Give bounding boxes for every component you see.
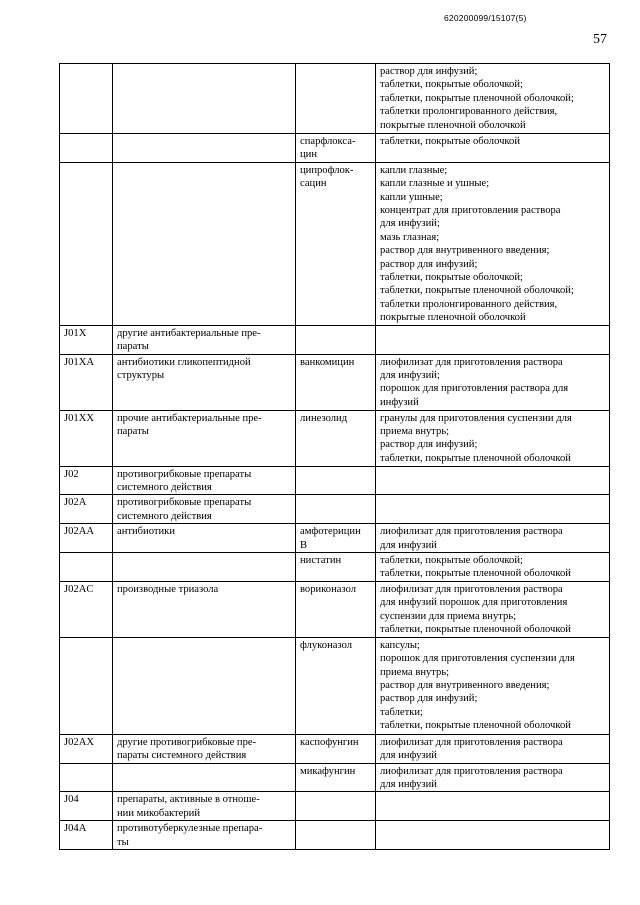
table-row bbox=[60, 64, 610, 134]
pharmacological-group-cell bbox=[113, 637, 296, 734]
atc-code-cell bbox=[60, 763, 113, 792]
cell-text-line: J02A bbox=[64, 497, 87, 509]
pharmacological-group-cell bbox=[113, 325, 296, 354]
cell-text-line: таблетки пролонгированного действия, bbox=[380, 106, 558, 118]
cell-text-line: таблетки, покрытые пленочной оболочкой; bbox=[380, 285, 574, 297]
drug-name-cell bbox=[296, 552, 376, 581]
cell-text-line: лиофилизат для приготовления раствора bbox=[380, 526, 563, 538]
cell-text-line: раствор для внутривенного введения; bbox=[380, 245, 550, 257]
cell-text-line: противогрибковые препараты bbox=[117, 468, 252, 480]
table-row bbox=[60, 637, 610, 734]
cell-text-line: производные триазола bbox=[117, 583, 219, 595]
cell-text-line: капсулы; bbox=[380, 639, 420, 651]
cell-text-line: приема внутрь; bbox=[380, 425, 450, 437]
atc-code-cell bbox=[60, 581, 113, 637]
cell-text-line: J01X bbox=[64, 327, 87, 339]
atc-code-cell bbox=[60, 162, 113, 325]
dosage-forms-cell bbox=[376, 792, 610, 821]
dosage-forms-cell bbox=[376, 524, 610, 553]
dosage-forms-cell bbox=[376, 821, 610, 850]
atc-code-cell bbox=[60, 325, 113, 354]
drug-classification-table bbox=[59, 63, 610, 850]
pharmacological-group-cell bbox=[113, 581, 296, 637]
drug-name-cell bbox=[296, 792, 376, 821]
cell-text-line: порошок для приготовления раствора для bbox=[380, 383, 569, 395]
cell-text-line: лиофилизат для приготовления раствора bbox=[380, 765, 563, 777]
drug-name-cell bbox=[296, 325, 376, 354]
table-row bbox=[60, 354, 610, 410]
cell-text-line: J02AA bbox=[64, 526, 95, 538]
table-body bbox=[60, 64, 610, 850]
cell-text-line: мазь глазная; bbox=[380, 231, 440, 243]
atc-code-cell bbox=[60, 792, 113, 821]
atc-code-cell bbox=[60, 734, 113, 763]
cell-text-line: раствор для инфузий; bbox=[380, 693, 478, 705]
table-row bbox=[60, 792, 610, 821]
dosage-forms-cell bbox=[376, 734, 610, 763]
cell-text-line: прочие антибактериальные пре- bbox=[117, 412, 262, 424]
table-row bbox=[60, 134, 610, 163]
cell-text-line: спарфлокса- bbox=[300, 136, 356, 147]
cell-text-line: ты bbox=[117, 836, 129, 848]
cell-text-line: амфотерицин bbox=[300, 526, 361, 538]
table-row bbox=[60, 581, 610, 637]
cell-text-line: J01XX bbox=[64, 412, 95, 424]
atc-code-cell bbox=[60, 410, 113, 466]
table-row bbox=[60, 763, 610, 792]
drug-name-cell bbox=[296, 581, 376, 637]
cell-text-line: структуры bbox=[117, 369, 165, 381]
cell-text-line: таблетки пролонгированного действия, bbox=[380, 298, 558, 310]
dosage-forms-cell bbox=[376, 64, 610, 134]
cell-text-line: порошок для приготовления суспензии для bbox=[380, 653, 575, 665]
drug-name-cell bbox=[296, 524, 376, 553]
cell-text-line: системного действия bbox=[117, 510, 212, 522]
cell-text-line: для инфузий; bbox=[380, 369, 440, 381]
cell-text-line: таблетки, покрытые пленочной оболочкой bbox=[380, 720, 571, 732]
cell-text-line: сацин bbox=[300, 178, 327, 190]
atc-code-cell bbox=[60, 524, 113, 553]
cell-text-line: лиофилизат для приготовления раствора bbox=[380, 736, 563, 748]
cell-text-line: микафунгин bbox=[300, 765, 356, 777]
cell-text-line: суспензии для приема внутрь; bbox=[380, 610, 517, 622]
drug-name-cell bbox=[296, 734, 376, 763]
dosage-forms-cell bbox=[376, 354, 610, 410]
dosage-forms-cell bbox=[376, 134, 610, 163]
dosage-forms-cell bbox=[376, 410, 610, 466]
cell-text-line: антибиотики гликопептидной bbox=[117, 356, 251, 368]
cell-text-line: раствор для инфузий; bbox=[380, 439, 478, 451]
cell-text-line: приема внутрь; bbox=[380, 666, 450, 678]
cell-text-line: J04A bbox=[64, 823, 87, 835]
cell-text-line: таблетки; bbox=[380, 706, 423, 718]
cell-text-line: для инфузий; bbox=[380, 218, 440, 230]
table-row bbox=[60, 466, 610, 495]
atc-code-cell bbox=[60, 495, 113, 524]
drug-name-cell bbox=[296, 64, 376, 134]
dosage-forms-cell bbox=[376, 495, 610, 524]
drug-name-cell bbox=[296, 162, 376, 325]
table-row bbox=[60, 734, 610, 763]
cell-text-line: вориконазол bbox=[300, 583, 357, 595]
cell-text-line: другие противогрибковые пре- bbox=[117, 736, 257, 748]
cell-text-line: нистатин bbox=[300, 554, 342, 566]
table-row bbox=[60, 552, 610, 581]
pharmacological-group-cell bbox=[113, 763, 296, 792]
drug-name-cell bbox=[296, 134, 376, 163]
atc-code-cell bbox=[60, 134, 113, 163]
cell-text-line: В bbox=[300, 539, 308, 551]
cell-text-line: системного действия bbox=[117, 481, 212, 493]
pharmacological-group-cell bbox=[113, 162, 296, 325]
atc-code-cell bbox=[60, 552, 113, 581]
pharmacological-group-cell bbox=[113, 552, 296, 581]
cell-text-line: антибиотики bbox=[117, 526, 176, 538]
cell-text-line: линезолид bbox=[300, 412, 348, 424]
cell-text-line: таблетки, покрытые оболочкой; bbox=[380, 79, 523, 91]
cell-text-line: раствор для инфузий; bbox=[380, 66, 478, 77]
cell-text-line: для инфузий порошок для приготовления bbox=[380, 597, 568, 609]
pharmacological-group-cell bbox=[113, 734, 296, 763]
cell-text-line: параты bbox=[117, 341, 149, 353]
cell-text-line: другие антибактериальные пре- bbox=[117, 327, 261, 339]
document-number: 620200099/15107(5) bbox=[444, 13, 527, 23]
atc-code-cell bbox=[60, 821, 113, 850]
drug-name-cell bbox=[296, 763, 376, 792]
atc-code-cell bbox=[60, 354, 113, 410]
cell-text-line: J02 bbox=[64, 468, 79, 480]
cell-text-line: таблетки, покрытые пленочной оболочкой; bbox=[380, 92, 574, 104]
cell-text-line: лиофилизат для приготовления раствора bbox=[380, 356, 563, 368]
cell-text-line: противотуберкулезные препара- bbox=[117, 823, 263, 835]
pharmacological-group-cell bbox=[113, 410, 296, 466]
atc-code-cell bbox=[60, 466, 113, 495]
cell-text-line: каспофунгин bbox=[300, 736, 359, 748]
cell-text-line: нии микобактерий bbox=[117, 807, 201, 819]
page-number: 57 bbox=[593, 32, 607, 47]
atc-code-cell bbox=[60, 64, 113, 134]
cell-text-line: J01XA bbox=[64, 356, 95, 368]
cell-text-line: ванкомицин bbox=[300, 356, 355, 368]
dosage-forms-cell bbox=[376, 466, 610, 495]
dosage-forms-cell bbox=[376, 637, 610, 734]
cell-text-line: параты bbox=[117, 425, 149, 437]
cell-text-line: концентрат для приготовления раствора bbox=[380, 205, 561, 217]
dosage-forms-cell bbox=[376, 325, 610, 354]
cell-text-line: флуконазол bbox=[300, 639, 353, 651]
cell-text-line: ципрофлок- bbox=[300, 164, 354, 176]
cell-text-line: капли ушные; bbox=[380, 191, 443, 203]
cell-text-line: таблетки, покрытые оболочкой bbox=[380, 136, 520, 147]
pharmacological-group-cell bbox=[113, 792, 296, 821]
dosage-forms-cell bbox=[376, 162, 610, 325]
cell-text-line: J02AC bbox=[64, 583, 94, 595]
pharmacological-group-cell bbox=[113, 495, 296, 524]
cell-text-line: для инфузий bbox=[380, 778, 437, 790]
cell-text-line: раствор для внутривенного введения; bbox=[380, 679, 550, 691]
cell-text-line: раствор для инфузий; bbox=[380, 258, 478, 270]
drug-name-cell bbox=[296, 821, 376, 850]
cell-text-line: таблетки, покрытые пленочной оболочкой bbox=[380, 568, 571, 580]
cell-text-line: лиофилизат для приготовления раствора bbox=[380, 583, 563, 595]
dosage-forms-cell bbox=[376, 763, 610, 792]
pharmacological-group-cell bbox=[113, 524, 296, 553]
pharmacological-group-cell bbox=[113, 64, 296, 134]
dosage-forms-cell bbox=[376, 581, 610, 637]
table-row bbox=[60, 410, 610, 466]
cell-text-line: цин bbox=[300, 149, 318, 161]
table-row bbox=[60, 325, 610, 354]
cell-text-line: для инфузий bbox=[380, 750, 437, 762]
cell-text-line: J02AX bbox=[64, 736, 95, 748]
cell-text-line: J04 bbox=[64, 794, 79, 806]
drug-name-cell bbox=[296, 637, 376, 734]
table-row bbox=[60, 524, 610, 553]
cell-text-line: капли глазные и ушные; bbox=[380, 178, 490, 190]
cell-text-line: таблетки, покрытые пленочной оболочкой bbox=[380, 623, 571, 635]
drug-name-cell bbox=[296, 466, 376, 495]
table-row bbox=[60, 821, 610, 850]
table-row bbox=[60, 162, 610, 325]
cell-text-line: покрытые пленочной оболочкой bbox=[380, 119, 526, 131]
cell-text-line: препараты, активные в отноше- bbox=[117, 794, 260, 806]
drug-name-cell bbox=[296, 495, 376, 524]
cell-text-line: таблетки, покрытые пленочной оболочкой bbox=[380, 452, 571, 464]
atc-code-cell bbox=[60, 637, 113, 734]
cell-text-line: гранулы для приготовления суспензии для bbox=[380, 412, 572, 424]
pharmacological-group-cell bbox=[113, 466, 296, 495]
pharmacological-group-cell bbox=[113, 354, 296, 410]
cell-text-line: параты системного действия bbox=[117, 750, 247, 762]
cell-text-line: для инфузий bbox=[380, 539, 437, 551]
table-row bbox=[60, 495, 610, 524]
dosage-forms-cell bbox=[376, 552, 610, 581]
cell-text-line: капли глазные; bbox=[380, 164, 448, 176]
pharmacological-group-cell bbox=[113, 821, 296, 850]
cell-text-line: таблетки, покрытые оболочкой; bbox=[380, 554, 523, 566]
cell-text-line: таблетки, покрытые оболочкой; bbox=[380, 272, 523, 284]
pharmacological-group-cell bbox=[113, 134, 296, 163]
drug-name-cell bbox=[296, 354, 376, 410]
drug-name-cell bbox=[296, 410, 376, 466]
cell-text-line: покрытые пленочной оболочкой bbox=[380, 312, 526, 324]
cell-text-line: инфузий bbox=[380, 396, 419, 408]
cell-text-line: противогрибковые препараты bbox=[117, 497, 252, 509]
